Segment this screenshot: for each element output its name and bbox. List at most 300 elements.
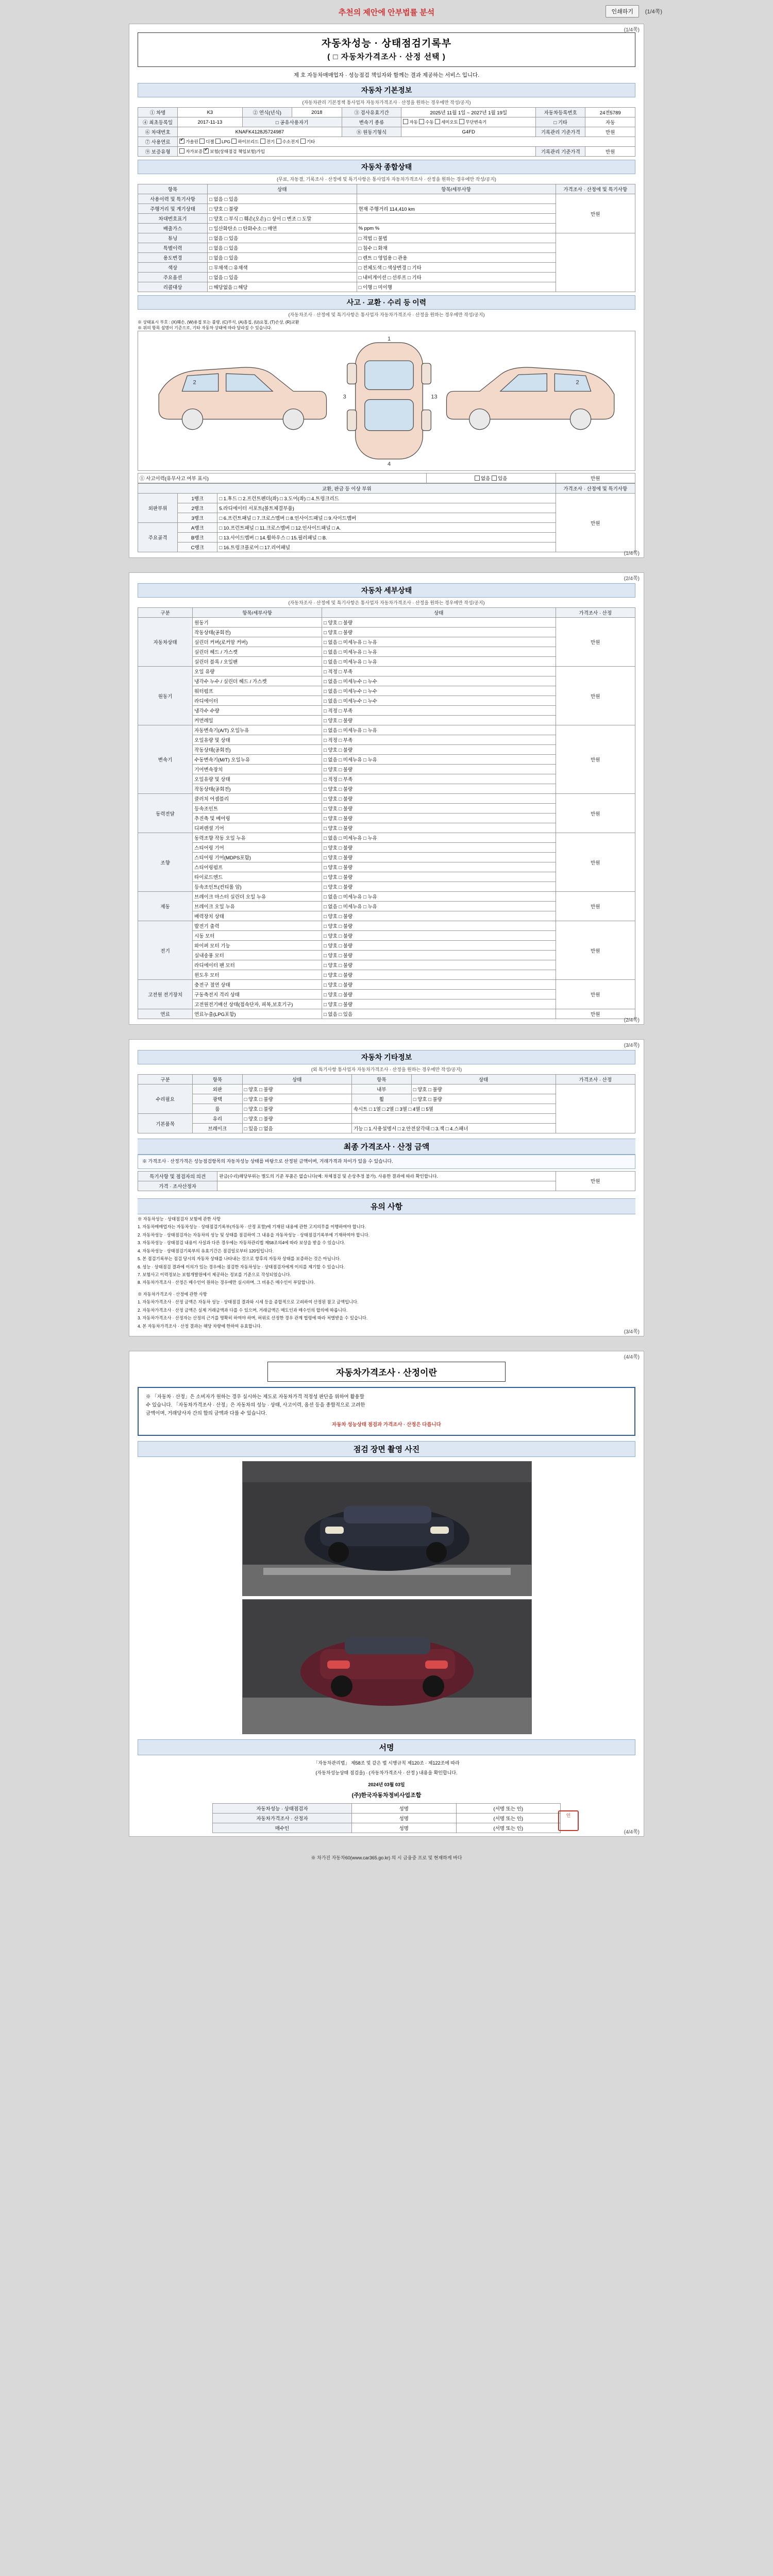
detail-opts-6-1: □ 양호 □ 불량: [322, 931, 556, 941]
value-base-price-2: 만원: [585, 147, 635, 157]
checkbox-manual[interactable]: [419, 119, 424, 124]
other-b-0: 내부: [351, 1084, 411, 1094]
detail-opts-4-3: □ 양호 □ 불량: [322, 862, 556, 872]
page-number-top-2: (2/4쪽): [624, 576, 640, 582]
accident-rank-0-2: 3랭크: [178, 513, 217, 523]
notice-item-1-6: 7. 보험사고 이력정보는 보험개발원에서 제공하는 정보를 기준으로 작성되었습니다.: [138, 1272, 291, 1277]
detail-item-1-5: 커먼레일: [193, 716, 322, 725]
checkbox-gasoline[interactable]: [179, 139, 184, 144]
label-base-price: 기록관리 기준가격: [535, 127, 585, 137]
page-number-top: (1/4쪽): [624, 27, 640, 33]
overall-item-1: 주행거리 및 계기상태: [138, 204, 208, 214]
value-vin: KNAFK4128J5724987: [178, 127, 342, 137]
section-price-title: 최종 가격조사 · 산정 금액: [138, 1139, 635, 1155]
table-row: [138, 117, 635, 127]
detail-col-3: 가격조사 · 산정: [556, 608, 635, 618]
detail-opts-1-3: □ 없음 □ 미세누수 □ 누수: [322, 696, 556, 706]
sheet-page-2: [129, 572, 644, 1025]
detail-table: [138, 607, 635, 1019]
value-year: 2018: [292, 108, 342, 117]
label-trans: 변속기 종류: [342, 117, 401, 127]
detail-item-4-5: 등속조인트(컨티롤 암): [193, 882, 322, 892]
table-row: [138, 1084, 635, 1094]
checkbox-semiauto[interactable]: [435, 119, 440, 124]
overall-detail-7: □ 전체도색 □ 색상변경 □ 기타: [357, 263, 556, 273]
value-first-reg: 2017-11-13: [178, 117, 242, 127]
page-number-1: (1/4쪽): [624, 551, 640, 556]
page-number-top-4: (4/4쪽): [624, 1354, 640, 1361]
detail-item-2-3: 수동변속기(M/T) 오일누유: [193, 755, 322, 765]
other-col-4: 상태: [411, 1075, 556, 1084]
checkbox-fuel-etc[interactable]: [300, 139, 306, 144]
checkbox-auto[interactable]: [403, 119, 408, 124]
other-b-4: 기능 □ 1.사용설명서 □ 2.안전삼각대 □ 3.잭 □ 4.스패너: [351, 1124, 556, 1133]
notice-item-1-0: 1. 자동차매매업자는 자동차성능 · 상태점검기록부(자동차 · 산정 포함)에 기재된 내용에 관한 고지의무를 이행하여야 합니다.: [138, 1224, 366, 1230]
detail-opts-7-2: □ 양호 □ 불량: [322, 999, 556, 1009]
detail-item-1-2: 워터펌프: [193, 686, 322, 696]
detail-item-0-4: 실린더 블록 / 오일팬: [193, 657, 322, 667]
detail-note-1: 만원: [556, 667, 635, 725]
value-etc-trans: 자동: [585, 117, 635, 127]
detail-opts-4-2: □ 양호 □ 불량: [322, 853, 556, 862]
detail-group-4: 조향: [138, 833, 193, 892]
value-trans-options: 자동 수동 세미오토 무단변속기: [401, 117, 536, 127]
accident-rank-0-0: 1랭크: [178, 494, 217, 503]
detail-opts-4-0: □ 없음 □ 미세누유 □ 누유: [322, 833, 556, 843]
detail-item-4-2: 스티어링 기어(MDPS포함): [193, 853, 322, 862]
detail-item-2-2: 작동상태(공회전): [193, 745, 322, 755]
sign-row-sig-1[interactable]: (서명 또는 인): [456, 1813, 561, 1823]
detail-group-2: 변속기: [138, 725, 193, 794]
notice-item-1-2: 3. 자동차성능 · 상태점검 내용이 사실과 다른 경우에는 자동차관리법 제58조의4에 따라 보상을 받을 수 있습니다.: [138, 1240, 345, 1246]
other-as-3: □ 양호 □ 불량: [242, 1114, 351, 1124]
sign-line-0: 「자동차관리법」 제58조 및 같은 법 시행규칙 제120조 · 제122조에 따라: [313, 1760, 460, 1766]
table-row: [138, 494, 635, 503]
notice-item-2-0: 1. 자동차가격조사 · 산정 금액은 자동차 성능 · 상태점검 결과와 시세 등을 종합적으로 고려하여 산정된 참고 금액입니다.: [138, 1299, 359, 1305]
detail-opts-2-3: □ 없음 □ 미세누유 □ 누유: [322, 755, 556, 765]
notice-item-1-5: 6. 성능 · 상태점검 결과에 이의가 있는 경우에는 점검한 자동차성능 · 상태점검자에게 이의를 제기할 수 있습니다.: [138, 1264, 345, 1269]
sign-company: (주)한국자동차정비사업조합: [351, 1792, 422, 1799]
sign-line-1: (자동차성능상태 점검을) · (자동차가격조사 · 산정 ) 내용을 확인합니다.: [315, 1770, 458, 1775]
detail-note-3: 만원: [556, 794, 635, 833]
overall-state-6: □ 없음 □ 있음: [208, 253, 357, 263]
price-row2-label: 가격 · 조사산정자: [138, 1181, 217, 1191]
table-row: [138, 1009, 635, 1019]
detail-item-3-2: 추진축 및 베어링: [193, 814, 322, 823]
value-warranty-options: 자가보증 ✔보험(상태점검 책임보험)가입: [178, 147, 536, 157]
table-row: [138, 667, 635, 676]
label-fuel: ⑦ 사용연료: [138, 137, 178, 147]
notice-item-1-1: 2. 자동차성능 · 상태점검자는 자동차의 성능 및 상태를 점검하여 그 내용을 자동차성능 · 상태점검기록부에 기재하여야 합니다.: [138, 1232, 370, 1238]
accident-group-0: 외판부위: [138, 494, 178, 523]
document-title-line1: 자동차성능 · 상태점검기록부: [321, 38, 452, 49]
value-car-name: K3: [178, 108, 242, 117]
car-damage-diagram: [138, 331, 635, 471]
detail-opts-6-5: □ 양호 □ 불량: [322, 970, 556, 980]
detail-item-8-0: 연료누출(LPG포함): [193, 1009, 322, 1019]
overall-item-6: 용도변경: [138, 253, 208, 263]
document-article: 제 호 자동차매매업자 · 성능점검 책임자와 함께는 결과 제공하는 서비스 입니다.: [293, 72, 480, 78]
value-base-price-unit: 만원: [585, 127, 635, 137]
overall-state-7: □ 무채색 □ 유채색: [208, 263, 357, 273]
detail-item-4-1: 스티어링 기어: [193, 843, 322, 853]
photo-1-wrap: [242, 1461, 531, 1596]
detail-opts-7-0: □ 양호 □ 불량: [322, 980, 556, 990]
section-accident-title: 사고 · 교환 · 수리 등 이력: [138, 295, 635, 310]
accident-note-1: ※ 위의 항목 설명이 기준으로, 기타 자동차 상태에 따라 달라질 수 있습니다.: [138, 326, 273, 330]
detail-opts-1-4: □ 적정 □ 부족: [322, 706, 556, 716]
other-col-1: 항목: [193, 1075, 243, 1084]
sign-row-label-0: 자동차성능 · 상태점검자: [212, 1803, 351, 1813]
overall-detail-6: □ 렌트 □ 영업용 □ 관용: [357, 253, 556, 263]
accident-scan-options: 없음 있음: [426, 473, 556, 483]
detail-item-6-2: 와이퍼 모터 기능: [193, 941, 322, 951]
detail-item-1-4: 냉각수 수량: [193, 706, 322, 716]
other-a-4: 브레이크: [193, 1124, 243, 1133]
page-number-2: (2/4쪽): [624, 1018, 640, 1023]
overall-item-4: 튜닝: [138, 233, 208, 243]
detail-opts-0-1: □ 양호 □ 불량: [322, 628, 556, 637]
detail-opts-8-0: □ 없음 □ 있음: [322, 1009, 556, 1019]
table-row: [138, 794, 635, 804]
section-overall-title: 자동차 종합상태: [138, 160, 635, 174]
basic-info-table: [138, 107, 635, 157]
accident-txt-0-2: □ 6.프런트패널 □ 7.크로스멤버 □ 8.인사이드패널 □ 9.사이드멤버: [217, 513, 556, 523]
accident-rank-1-1: B랭크: [178, 533, 217, 543]
table-row: [138, 725, 635, 735]
other-b-1: 휠: [351, 1094, 411, 1104]
accident-txt-0-0: □ 1.후드 □ 2.프런트펜더(좌) □ 3.도어(좌) □ 4.트렁크리드: [217, 494, 556, 503]
checkbox-lpg[interactable]: [215, 139, 221, 144]
checkbox-has-accident[interactable]: [492, 476, 497, 481]
table-row: [138, 618, 635, 628]
detail-note-2: 만원: [556, 725, 635, 794]
price-formula: ※ 가격조사 · 산정가격은 성능점검항목의 자동차성능 상태를 바탕으로 산정된 금액이며, 거래가격과 차이가 있을 수 있습니다.: [138, 1155, 635, 1169]
other-bs-1: □ 양호 □ 불량: [411, 1094, 556, 1104]
table-row: [138, 921, 635, 931]
label-inspection-valid: ③ 검사유효기간: [342, 108, 401, 117]
section-basic-title: 자동차 기본정보: [138, 83, 635, 97]
label-engine-type: ⑧ 원동기형식: [342, 127, 401, 137]
accident-note-0: ※ 상태표시 부호 : (X)훼손, (W)용접 또는 불량, (C)부식, (A)흠집, (U)요철, (T)손상, (R)교환: [138, 320, 299, 325]
guide-line-2: 금액이며, 거래당사자 간의 합의 금액과 다를 수 있습니다.: [146, 1411, 267, 1417]
svg-text:2: 2: [576, 379, 579, 386]
detail-item-4-0: 동력조향 작동 오일 누유: [193, 833, 322, 843]
section-notice-title: 유의 사항: [138, 1198, 635, 1214]
svg-text:3: 3: [343, 394, 346, 400]
checkbox-hybrid[interactable]: [231, 139, 237, 144]
accident-parts-table: [138, 483, 635, 552]
guide-line-0: ※ 「자동차 · 산정」은 소비자가 원하는 경우 실시하는 제도로 자동차가격 적정성 판단을 위하여 활용할: [146, 1394, 364, 1400]
other-cat-0: 수리필요: [138, 1084, 193, 1114]
accident-group-1: 주요골격: [138, 523, 178, 552]
overall-detail-9: □ 이행 □ 미이행: [357, 282, 556, 292]
detail-opts-3-0: □ 양호 □ 불량: [322, 794, 556, 804]
accident-rank-1-0: A랭크: [178, 523, 217, 533]
checkbox-self-warranty[interactable]: [179, 148, 184, 154]
page-footer: ※ 차가진 자동차60(www.car365.go.kr) 의 시 금융중 프로 및 현재하게 바다: [311, 1855, 462, 1860]
price-row-label: 특기사항 및 점검자의 의견: [138, 1171, 217, 1181]
detail-item-3-0: 클러치 어셈블리: [193, 794, 322, 804]
accident-txt-1-0: □ 10.프런트패널 □ 11.크로스멤버 □ 12.인사이드패널 □ A.: [217, 523, 556, 533]
detail-opts-2-2: □ 양호 □ 불량: [322, 745, 556, 755]
checkbox-diesel[interactable]: [199, 139, 205, 144]
price-row-value: 판금(수리)해당부위는 별도의 기준 부품은 없습니다(예: 차체점검 및 손상추정 불가). 사용한 결과에 따라 확인합니다.: [217, 1171, 556, 1181]
detail-opts-6-3: □ 양호 □ 불량: [322, 951, 556, 960]
detail-opts-3-3: □ 양호 □ 불량: [322, 823, 556, 833]
detail-opts-6-0: □ 양호 □ 불량: [322, 921, 556, 931]
detail-item-3-1: 등속조인트: [193, 804, 322, 814]
detail-item-6-3: 실내송풍 모터: [193, 951, 322, 960]
detail-item-5-2: 배력장치 상태: [193, 911, 322, 921]
sheet-page-3: [129, 1039, 644, 1336]
overall-state-0: □ 없음 □ 있음: [208, 194, 357, 204]
section-basic-note: (자동차관리 기본정책 통사업자 자동차가격조사 · 산정을 원하는 경우에만 작성/공지): [302, 100, 471, 105]
table-row: [138, 137, 635, 147]
accident-txt-1-1: □ 13.사이드멤버 □ 14.휠하우스 □ 15.필러패널 □ B.: [217, 533, 556, 543]
detail-opts-1-5: □ 양호 □ 불량: [322, 716, 556, 725]
detail-opts-3-2: □ 양호 □ 불량: [322, 814, 556, 823]
overall-detail-1: 현재 주행거리 114,410 km: [357, 204, 556, 214]
detail-item-0-1: 작동상태(공회전): [193, 628, 322, 637]
print-button[interactable]: 인쇄하기: [606, 5, 639, 18]
other-b-2: 속시트 □ 1열 □ 2열 □ 3열 □ 4열 □ 5열: [351, 1104, 556, 1114]
notice-item-1-3: 4. 자동차성능 · 상태점검기록부의 유효기간은 점검일로부터 120일입니다.: [138, 1248, 274, 1253]
detail-opts-2-6: □ 양호 □ 불량: [322, 784, 556, 794]
overall-state-5: □ 없음 □ 있음: [208, 243, 357, 253]
checkbox-cvt[interactable]: [459, 119, 464, 124]
detail-item-7-0: 충전구 절연 상태: [193, 980, 322, 990]
other-bs-0: □ 양호 □ 불량: [411, 1084, 556, 1094]
detail-note-8: 만원: [556, 1009, 635, 1019]
detail-col-2: 상태: [322, 608, 556, 618]
table-row: [138, 892, 635, 902]
overall-note-4: [556, 233, 635, 292]
table-header-row: [138, 608, 635, 618]
detail-opts-5-0: □ 없음 □ 미세누유 □ 누유: [322, 892, 556, 902]
photo-2-wrap: [242, 1599, 531, 1734]
detail-item-1-3: 라디에이터: [193, 696, 322, 706]
section-sign-title: 서명: [138, 1739, 635, 1755]
detail-opts-0-4: □ 없음 □ 미세누유 □ 누유: [322, 657, 556, 667]
detail-item-2-4: 기어변속장치: [193, 765, 322, 774]
seal-wrap: [138, 1810, 635, 1831]
other-as-2: □ 양호 □ 불량: [242, 1104, 351, 1114]
price-unit: 만원: [556, 1171, 635, 1191]
detail-item-5-1: 브레이크 오일 누유: [193, 902, 322, 911]
other-a-1: 광택: [193, 1094, 243, 1104]
checkbox-insurance-warranty[interactable]: [204, 148, 209, 154]
overall-item-5: 특별이력: [138, 243, 208, 253]
section-detail-title: 자동차 세부상태: [138, 583, 635, 598]
overall-item-9: 리콜대상: [138, 282, 208, 292]
other-a-2: 룸: [193, 1104, 243, 1114]
detail-group-5: 제동: [138, 892, 193, 921]
other-col-3: 항목: [351, 1075, 411, 1084]
accident-scan-table: [138, 473, 635, 483]
detail-note-4: 만원: [556, 833, 635, 892]
table-header-row: [138, 184, 635, 194]
guide-title: 자동차가격조사 · 산정이란: [267, 1362, 506, 1382]
detail-opts-1-2: □ 없음 □ 미세누수 □ 누수: [322, 686, 556, 696]
page-number-3: (3/4쪽): [624, 1329, 640, 1335]
guide-highlight: 자동차 성능상태 점검과 가격조사 · 산정은 다릅니다: [332, 1422, 441, 1428]
detail-opts-0-2: □ 없음 □ 미세누유 □ 누유: [322, 637, 556, 647]
guide-box: [138, 1387, 635, 1436]
other-col-5: 가격조사 · 산정: [556, 1075, 635, 1084]
overall-state-1: □ 양호 □ 불량: [208, 204, 357, 214]
detail-item-2-5: 오일유량 및 상태: [193, 774, 322, 784]
notice-head-1: ※ 자동차성능 · 상태점검자 보험에 관한 사항: [138, 1216, 221, 1222]
detail-opts-5-1: □ 없음 □ 미세누유 □ 누유: [322, 902, 556, 911]
sign-row-sig-2[interactable]: (서명 또는 인): [456, 1823, 561, 1833]
other-b-3: [351, 1114, 556, 1124]
sign-date: 2024년 03월 03일: [368, 1782, 405, 1787]
section-accident-note: (자동차조사 · 산정에 및 특기사항은 통사업자 자동차가격조사 · 산정을 원하는 경우에만 작성/공지): [288, 312, 485, 317]
other-note: [556, 1084, 635, 1133]
svg-text:2: 2: [193, 379, 196, 386]
section-overall-note: (무료, 자동결, 기록조사 · 산정에 및 특기사항은 통사업자 자동차가격조사 · 산정을 원하는 경우에만 작성/공지): [277, 177, 496, 182]
page-number-4: (4/4쪽): [624, 1829, 640, 1835]
checkbox-no-accident[interactable]: [475, 476, 480, 481]
overall-col-3: 가격조사 · 산정에 및 특기사항: [556, 184, 635, 194]
table-row: [138, 833, 635, 843]
other-cat-3: 기본품목: [138, 1114, 193, 1133]
checkbox-electric[interactable]: [260, 139, 265, 144]
sign-row-label-1: 자동차가격조사 · 산정자: [212, 1813, 351, 1823]
detail-item-2-0: 자동변속기(A/T) 오일누유: [193, 725, 322, 735]
label-base-price-2: 기록관리 기준가격: [535, 147, 585, 157]
detail-opts-2-1: □ 적정 □ 부족: [322, 735, 556, 745]
overall-note-0: 만원: [556, 194, 635, 233]
sign-row-label-2: 매수인: [212, 1823, 351, 1833]
label-etc-trans: □ 기타: [535, 117, 585, 127]
table-row: [138, 194, 635, 204]
section-detail-note: (자동차조사 · 산정에 및 특기사항은 통사업자 자동차가격조사 · 산정을 원하는 경우에만 작성/공지): [288, 600, 485, 605]
label-car-name: ① 차명: [138, 108, 178, 117]
company-seal-stamp: 인: [558, 1810, 579, 1831]
label-vin: ⑥ 차대번호: [138, 127, 178, 137]
other-col-2: 상태: [242, 1075, 351, 1084]
detail-note-7: 만원: [556, 980, 635, 1009]
detail-opts-1-0: □ 적정 □ 부족: [322, 667, 556, 676]
page-number-top-3: (3/4쪽): [624, 1043, 640, 1048]
overall-item-8: 주요옵션: [138, 273, 208, 282]
sheet-page-1: [129, 24, 644, 558]
overall-detail-8: □ 내비게이션 □ 선루프 □ 기타: [357, 273, 556, 282]
detail-opts-1-1: □ 없음 □ 미세누수 □ 누수: [322, 676, 556, 686]
detail-item-7-1: 구동축전지 격리 상태: [193, 990, 322, 999]
value-fuel-options: ✔ 가솔린 디젤 LPG 하이브리드 전기 수소전지 기타: [178, 137, 635, 147]
top-toolbar: [0, 0, 773, 24]
accident-parts-note-header: 가격조사 · 산정에 및 특기사항: [556, 484, 635, 494]
overall-detail-4: □ 적법 □ 불법: [357, 233, 556, 243]
detail-item-6-1: 시동 모터: [193, 931, 322, 941]
accident-scan-label: ① 사고이력(유무사고 여부 표시): [138, 473, 427, 483]
detail-col-0: 구분: [138, 608, 193, 618]
svg-text:4: 4: [388, 461, 391, 468]
overall-item-7: 색상: [138, 263, 208, 273]
detail-group-0: 자동차상태: [138, 618, 193, 667]
detail-item-4-3: 스티어링펌프: [193, 862, 322, 872]
notice-body: [138, 1216, 635, 1329]
sign-row-sig-0[interactable]: (서명 또는 인): [456, 1803, 561, 1813]
section-other-title: 자동차 기타정보: [138, 1050, 635, 1064]
detail-opts-4-1: □ 양호 □ 불량: [322, 843, 556, 853]
label-first-reg: ④ 최초등록일: [138, 117, 178, 127]
detail-group-6: 전기: [138, 921, 193, 980]
detail-group-3: 동력전달: [138, 794, 193, 833]
detail-item-2-6: 작동상태(공회전): [193, 784, 322, 794]
detail-opts-0-3: □ 없음 □ 미세누유 □ 누유: [322, 647, 556, 657]
overall-col-0: 항목: [138, 184, 208, 194]
inspection-photo-rear: [242, 1599, 532, 1734]
overall-state-8: □ 없음 □ 있음: [208, 273, 357, 282]
notice-item-1-7: 8. 자동차가격조사 · 산정은 매수인이 원하는 경우에만 실시하며, 그 비용은 매수인이 부담합니다.: [138, 1280, 315, 1285]
table-row: [138, 980, 635, 990]
overall-item-0: 사용이력 및 특기사항: [138, 194, 208, 204]
overall-col-2: 항목/세부사항: [357, 184, 556, 194]
notice-item-2-1: 2. 자동차가격조사 · 산정 금액은 실제 거래금액과 다를 수 있으며, 거래금액은 매도인과 매수인의 합의에 따릅니다.: [138, 1307, 348, 1313]
label-year: ② 연식(년식): [242, 108, 292, 117]
label-reg-no: 자동차등록번호: [535, 108, 585, 117]
detail-opts-6-2: □ 양호 □ 불량: [322, 941, 556, 951]
detail-opts-6-4: □ 양호 □ 불량: [322, 960, 556, 970]
overall-state-2: □ 양호 □ 부식 □ 훼손(오손) □ 상이 □ 변조 □ 도말: [208, 214, 357, 224]
table-row: [138, 473, 635, 483]
price-table: [138, 1171, 635, 1191]
detail-item-1-0: 오일 유량: [193, 667, 322, 676]
detail-opts-2-5: □ 적정 □ 부족: [322, 774, 556, 784]
overall-detail-2: [357, 214, 556, 224]
detail-opts-5-2: □ 양호 □ 불량: [322, 911, 556, 921]
document-title: [138, 32, 635, 67]
overall-item-2: 차대번호표기: [138, 214, 208, 224]
detail-note-0: 만원: [556, 618, 635, 667]
price-row2-value: [217, 1181, 556, 1191]
overall-detail-5: □ 침수 □ 화재: [357, 243, 556, 253]
other-info-table: [138, 1074, 635, 1133]
detail-opts-4-5: □ 양호 □ 불량: [322, 882, 556, 892]
value-reg-no: 24전5789: [585, 108, 635, 117]
accident-rank-1-2: C랭크: [178, 543, 217, 552]
detail-item-5-0: 브레이크 마스터 실린더 오일 누유: [193, 892, 322, 902]
accident-txt-1-2: □ 16.트렁크플로어 □ 17.리어패널: [217, 543, 556, 552]
detail-opts-2-4: □ 양호 □ 불량: [322, 765, 556, 774]
document-title-line2: ( □ 자동차가격조사 · 산정 선택 ): [327, 52, 446, 61]
detail-opts-4-4: □ 양호 □ 불량: [322, 872, 556, 882]
table-row: [138, 1171, 635, 1181]
other-as-4: □ 있음 □ 없음: [242, 1124, 351, 1133]
inspection-photo-front: [242, 1461, 532, 1596]
guide-line-1: 수 있습니다. 「자동차가격조사 · 산정」은 자동차의 성능 · 상태, 사고이력, 옵션 등을 종합적으로 고려한: [146, 1402, 365, 1409]
detail-opts-3-1: □ 양호 □ 불량: [322, 804, 556, 814]
detail-item-4-4: 타이로드엔드: [193, 872, 322, 882]
accident-parts-header: 교환, 판금 등 이상 부위: [138, 484, 556, 494]
section-other-note: (외 특기사항 통사업자 자동차가격조사 · 산정을 원하는 경우에만 작성/공지): [311, 1067, 462, 1072]
notice-head-2: ※ 자동차가격조사 · 산정에 관한 사항: [138, 1291, 207, 1297]
other-as-1: □ 양호 □ 불량: [242, 1094, 351, 1104]
section-photos-title: 점검 장면 촬영 사진: [138, 1441, 635, 1457]
detail-item-0-3: 실린더 헤드 / 가스켓: [193, 647, 322, 657]
checkbox-hydrogen[interactable]: [276, 139, 281, 144]
accident-scan-note: 만원: [556, 473, 635, 483]
table-row: [138, 127, 635, 137]
detail-item-6-0: 발전기 출력: [193, 921, 322, 931]
detail-group-8: 연료: [138, 1009, 193, 1019]
detail-item-3-3: 디퍼렌셜 기어: [193, 823, 322, 833]
detail-opts-2-0: □ 없음 □ 미세누유 □ 누유: [322, 725, 556, 735]
